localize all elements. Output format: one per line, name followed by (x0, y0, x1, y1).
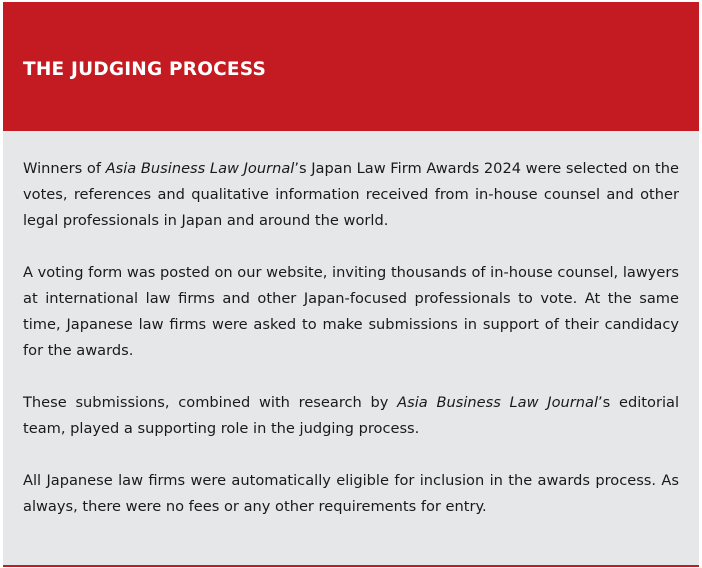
paragraph-winners-start: Winners of (23, 160, 106, 177)
paragraph-voting-form: A voting form was posted on our website, inviting thousands of in-house counsel, lawyers at international law firms and other Japan-focused professionals to vote. At the same time, Japanese law firms were asked to make submissions in support of their candidacy for the awards. (23, 264, 679, 359)
paragraph-winners (23, 156, 679, 234)
paragraph-submissions-end: ’s editorial team, played a supporting role in the judging process. (23, 394, 680, 437)
judging-process-panel (3, 2, 699, 567)
paragraph-winners-end: ’s Japan Law Firm Awards 2024 were selected on the votes, references and qualitative information received from in-house counsel and other legal professionals in Japan and around the world. (23, 160, 679, 229)
panel-header (3, 2, 699, 131)
paragraph-submissions-start: These submissions, combined with research by (23, 394, 398, 411)
panel-title: THE JUDGING PROCESS (23, 59, 266, 80)
paragraph-eligibility: All Japanese law firms were automatically eligible for inclusion in the awards process. As always, there were no fees or any other requirements for entry. (23, 472, 679, 515)
panel-body (23, 156, 679, 546)
paragraph-submissions (23, 390, 679, 442)
publication-name: Asia Business Law Journal (397, 394, 599, 411)
publication-name: Asia Business Law Journal (105, 160, 295, 177)
